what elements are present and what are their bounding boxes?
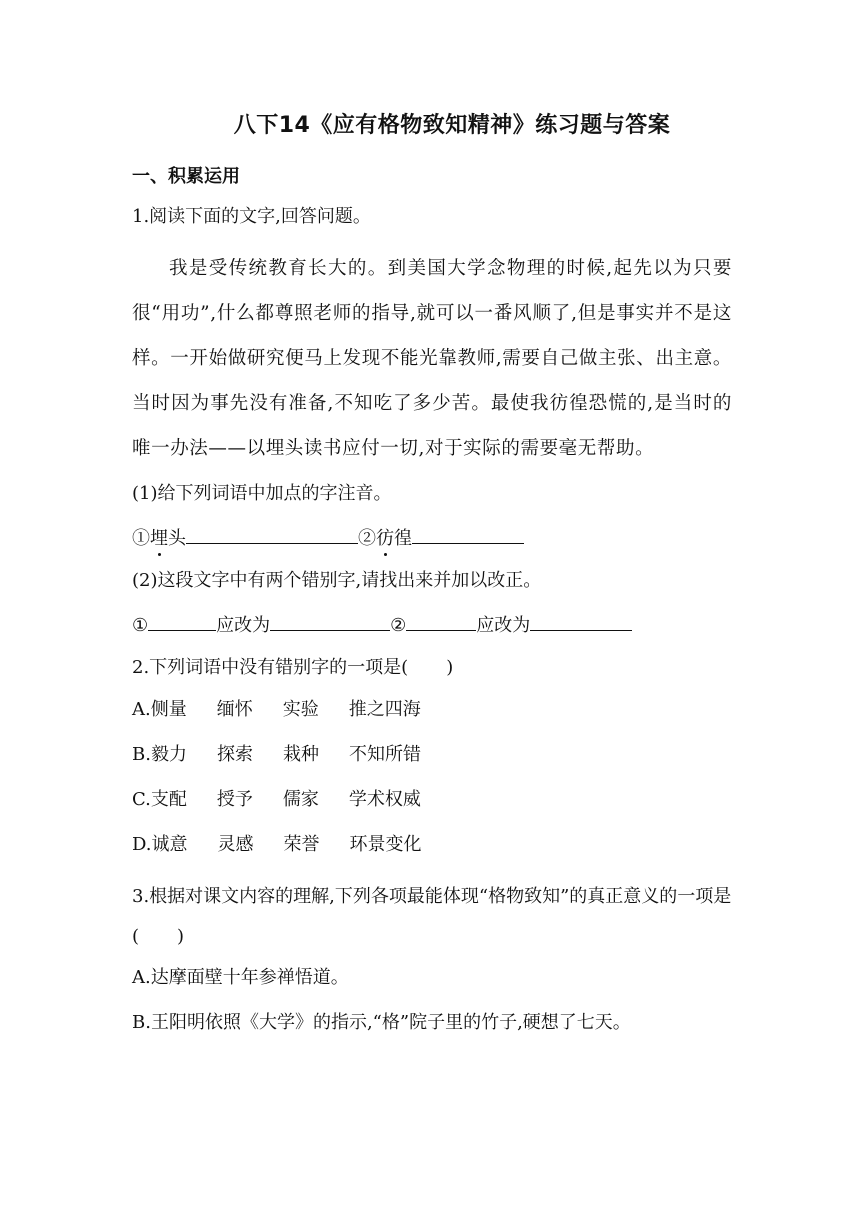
option-word: 荣誉 (283, 834, 320, 855)
document-page (132, 110, 732, 1055)
option-word: 灵感 (217, 834, 254, 855)
question-1-stem: 1.阅读下面的文字,回答问题。 (132, 206, 371, 227)
option-word: 实验 (282, 699, 319, 720)
circle-number-1: ① (132, 615, 149, 636)
page-title: 八下14《应有格物致知精神》练习题与答案 (233, 113, 671, 138)
option-word: 栽种 (282, 744, 319, 765)
question-2-options (132, 697, 732, 858)
question-3-text: 3.根据对课文内容的理解,下列各项最能体现“格物致知”的真正意义的一项是( (132, 886, 732, 947)
answer-blank[interactable] (530, 610, 632, 631)
question-1-sub1-blanks (132, 523, 732, 552)
option-word: 缅怀 (216, 699, 253, 720)
option-label: B. (132, 744, 151, 765)
option-row (132, 832, 732, 858)
option-word: 儒家 (282, 789, 319, 810)
circle-number-2: ② (358, 528, 376, 549)
option-label: D. (132, 834, 152, 855)
question-1-sub2-blanks (132, 610, 732, 639)
question-1-sub1: (1)给下列词语中加点的字注音。 (132, 483, 392, 504)
question-2-stem (132, 655, 732, 681)
option-word: 推之四海 (348, 699, 421, 720)
answer-blank[interactable] (270, 610, 390, 631)
dotted-char: 彷 (376, 528, 394, 549)
word-rest: 徨 (394, 528, 412, 549)
word-rest: 头 (168, 528, 186, 549)
option-word: 支配 (150, 789, 187, 810)
question-3-option-b: B.王阳明依照《大学》的指示,“格”院子里的竹子,硬想了七天。 (132, 1012, 631, 1033)
closing-paren: ) (177, 926, 185, 947)
option-word: 探索 (216, 744, 253, 765)
option-label: A. (132, 699, 151, 720)
option-word: 学术权威 (348, 789, 421, 810)
option-row (132, 742, 732, 768)
option-word: 环景变化 (349, 834, 422, 855)
option-label: C. (132, 789, 151, 810)
change-label: 应改为 (216, 615, 271, 636)
section-heading: 一、积累运用 (132, 166, 240, 187)
change-label: 应改为 (476, 615, 531, 636)
option-word: 诚意 (151, 834, 188, 855)
option-word: 毅力 (150, 744, 187, 765)
dotted-char: 埋 (150, 528, 168, 549)
circle-number-2: ② (390, 615, 407, 636)
option-row (132, 697, 732, 723)
answer-blank[interactable] (186, 523, 358, 544)
circle-number-1: ① (132, 528, 150, 549)
option-word: 不知所错 (348, 744, 421, 765)
question-1-sub2: (2)这段文字中有两个错别字,请找出来并加以改正。 (132, 570, 542, 591)
option-row (132, 787, 732, 813)
closing-paren: ) (446, 657, 454, 678)
question-3-option-a: A.达摩面壁十年参禅悟道。 (132, 967, 349, 988)
answer-blank[interactable] (406, 610, 476, 631)
option-word: 授予 (216, 789, 253, 810)
answer-blank[interactable] (148, 610, 216, 631)
question-2-text: 2.下列词语中没有错别字的一项是( (132, 657, 409, 678)
option-word: 侧量 (150, 699, 187, 720)
reading-passage: 我是受传统教育长大的。到美国大学念物理的时候,起先以为只要很“用功”,什么都尊照老师的指导,就可以一番风顺了,但是事实并不是这样。一开始做研究便马上发现不能光靠教师,需要自己做主张、出主意。当时因为事先没有准备,不知吃了多少苦。最使我彷徨恐慌的,是当时的唯一办法——以埋头读书应付一切,对于实际的需要毫无帮助。 (132, 258, 732, 459)
question-3-stem (132, 877, 732, 957)
answer-blank[interactable] (412, 523, 524, 544)
